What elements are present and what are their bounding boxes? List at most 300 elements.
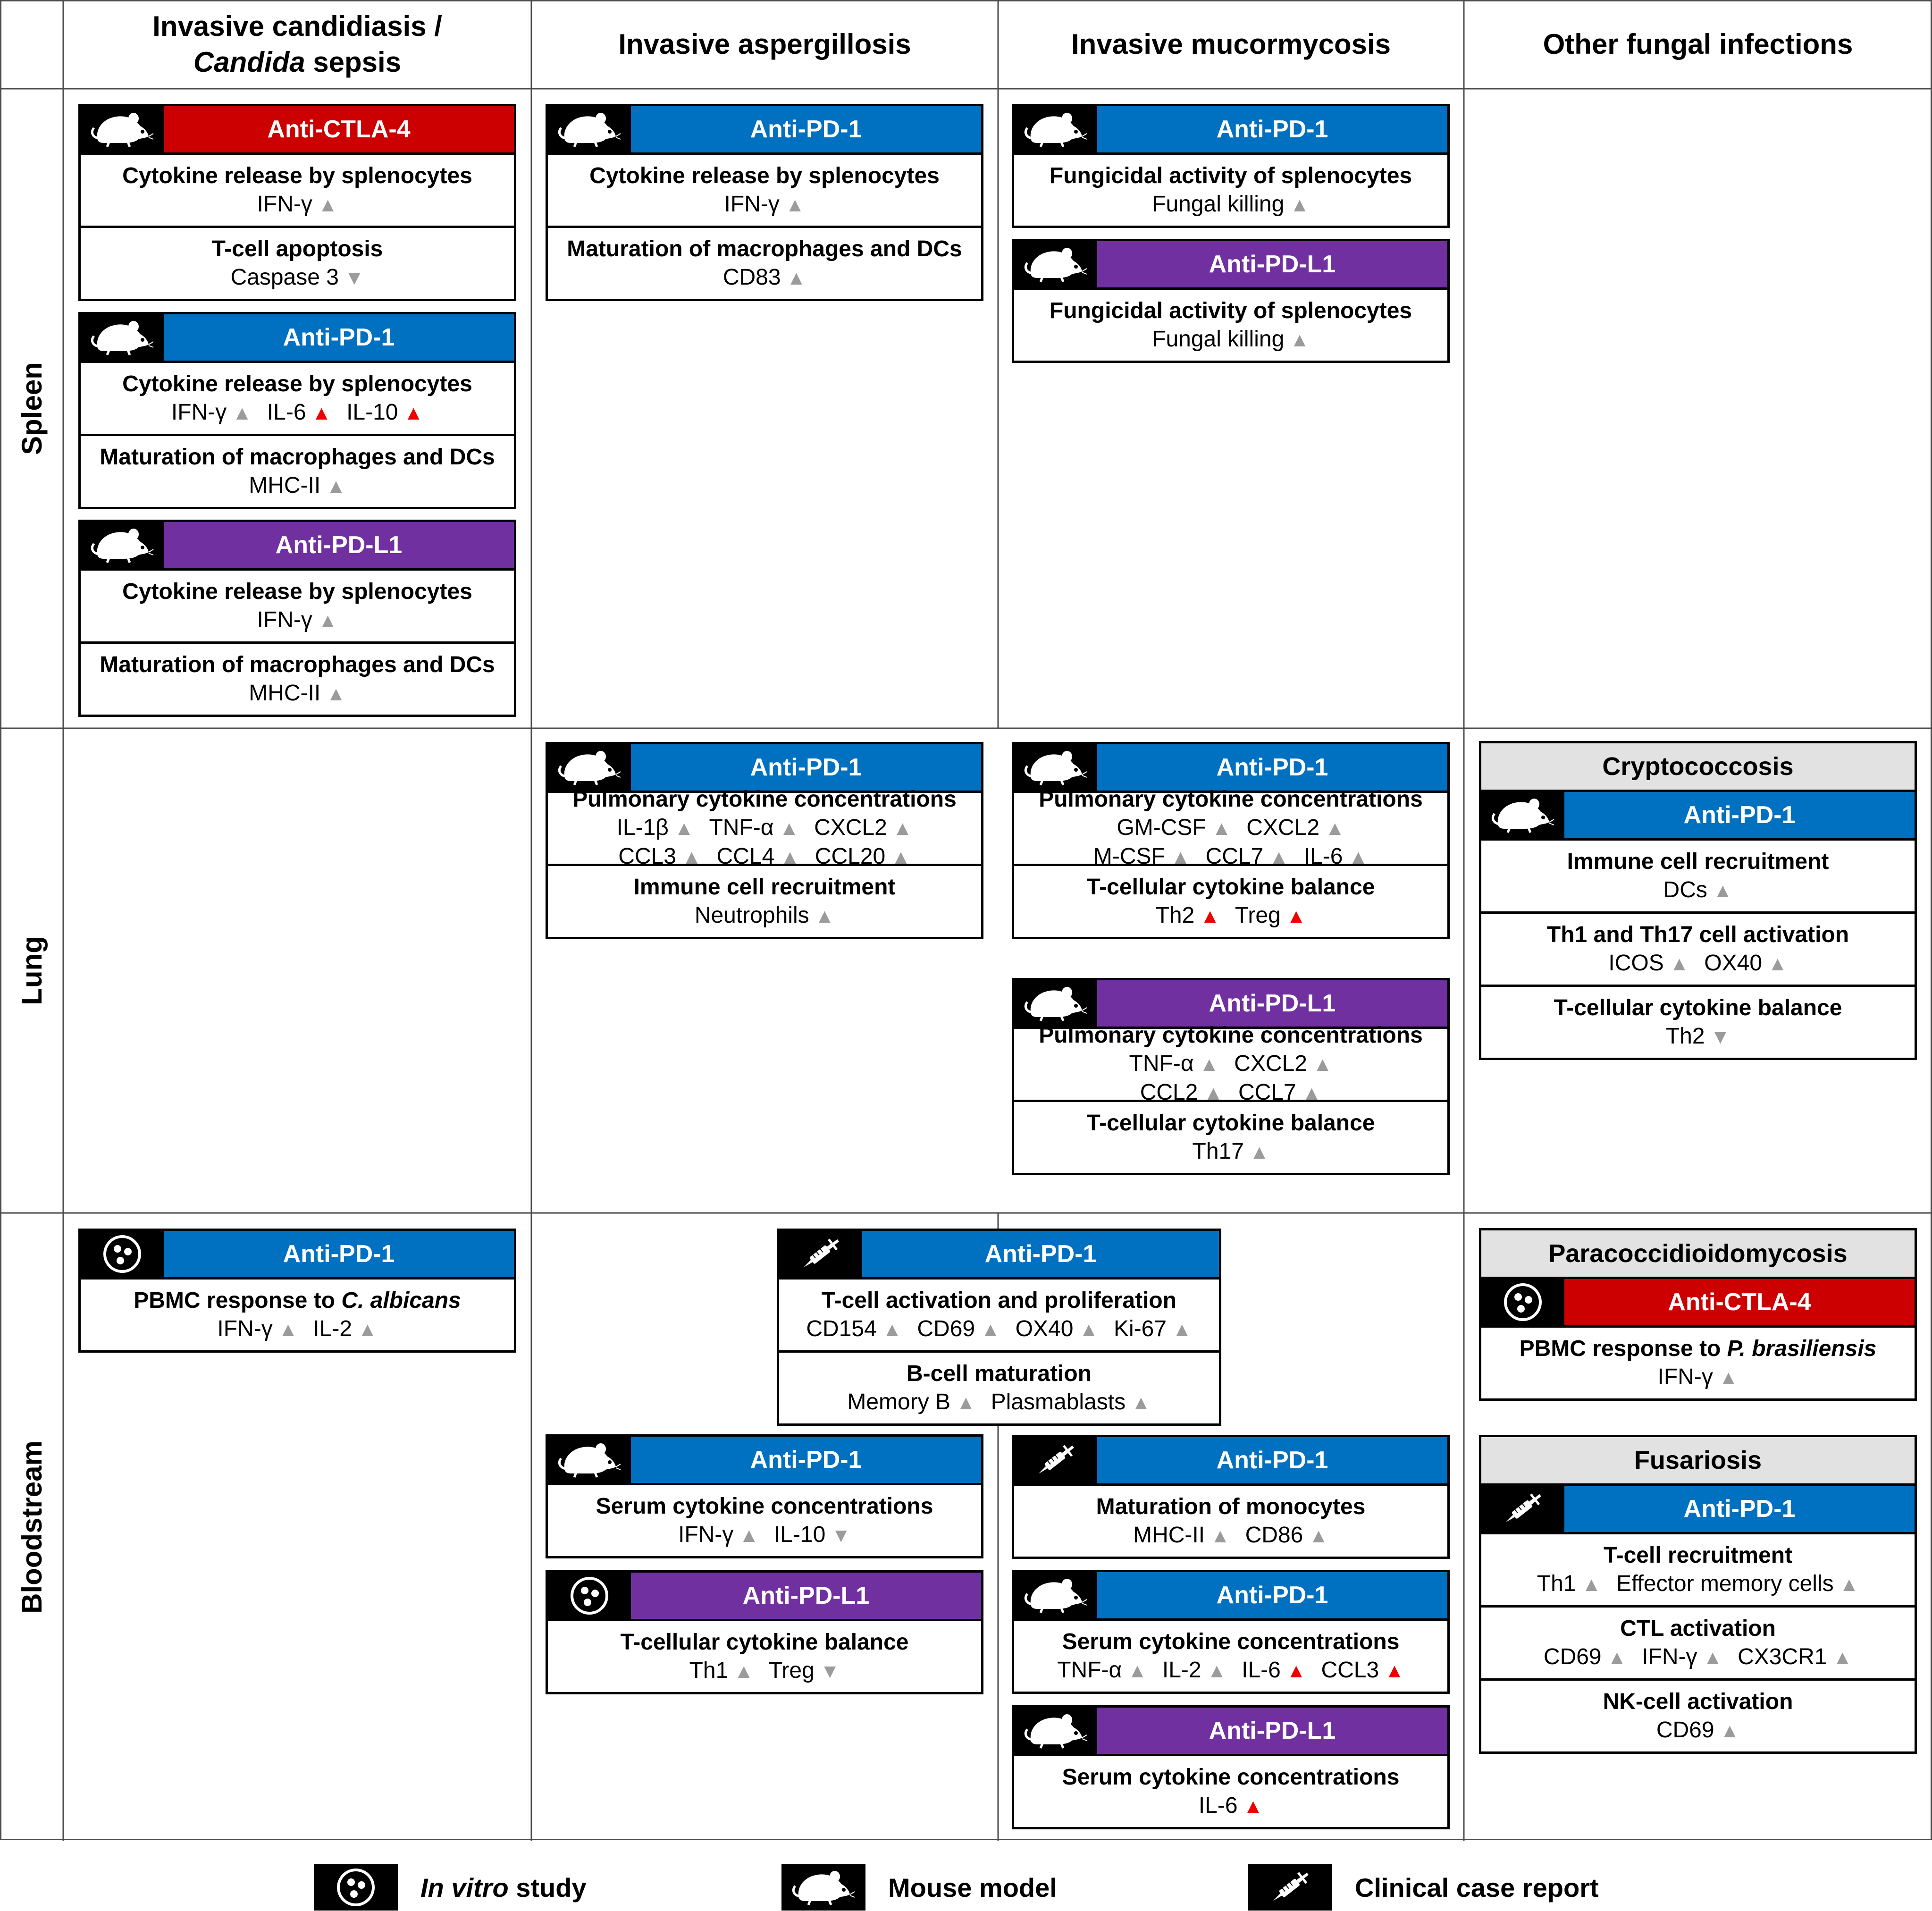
arrow-up-icon: ▲ [779, 817, 799, 839]
arrow-up-icon: ▲ [1207, 1659, 1227, 1682]
marker-label: IFN-γ [217, 1316, 273, 1341]
section-title [1062, 1763, 1400, 1792]
drug-label: Anti-PD-L1 [1097, 241, 1447, 287]
section-title-text: Cytokine release by splenocytes [122, 579, 472, 604]
marker [1156, 901, 1220, 930]
marker [814, 814, 912, 842]
section-title [1547, 921, 1849, 949]
row-label-bloodstream: Bloodstream [16, 1440, 48, 1614]
section-title-species: P. brasiliensis [1727, 1336, 1877, 1361]
card-section [1481, 1328, 1915, 1398]
marker-label: TNF-α [1057, 1657, 1122, 1683]
marker-label: Plasmablasts [991, 1389, 1126, 1414]
mouse-icon [548, 106, 631, 152]
legend-clinical-label: Clinical case report [1355, 1872, 1599, 1903]
section-title [1603, 1688, 1793, 1716]
drug-label: Anti-PD-1 [631, 744, 981, 791]
marker-row [840, 1388, 1158, 1417]
card-section [779, 1280, 1219, 1350]
marker-label: CCL20 [815, 844, 886, 869]
arrow-up-icon: ▲ [882, 1318, 902, 1340]
arrow-down-icon: ▼ [344, 266, 364, 289]
card-header [1481, 1279, 1915, 1328]
marker-label: ICOS [1608, 950, 1664, 976]
marker [217, 1315, 298, 1344]
section-title [1620, 1615, 1776, 1643]
marker [917, 1315, 1000, 1344]
marker-row [1601, 949, 1795, 978]
card-section [548, 1485, 981, 1556]
marker-row [1650, 1363, 1746, 1392]
card-section [81, 641, 514, 715]
arrow-down-icon: ▼ [831, 1524, 851, 1546]
marker [1199, 1792, 1263, 1820]
arrow-up-icon: ▲ [1385, 1659, 1404, 1682]
card-section [1481, 841, 1915, 911]
arrow-up-icon: ▲ [734, 1659, 754, 1682]
drug-label: Anti-PD-1 [164, 1231, 514, 1277]
marker-label: CCL7 [1238, 1080, 1296, 1105]
column-header-candidiasis-sepsis: sepsis [305, 46, 402, 78]
arrow-up-icon: ▲ [786, 266, 806, 289]
card-section [1014, 155, 1447, 226]
card-header [1014, 1708, 1447, 1756]
marker-row [210, 1315, 385, 1344]
arrow-up-icon: ▲ [1199, 1053, 1219, 1075]
section-title [1050, 162, 1412, 190]
card-section [548, 1621, 981, 1692]
marker-label: Fungal killing [1152, 326, 1285, 352]
marker-label: TNF-α [709, 815, 774, 840]
arrow-up-icon: ▲ [311, 401, 332, 424]
card-bloodstream-aspergillosis-anti-pd1 [546, 1434, 983, 1558]
section-title [122, 370, 472, 398]
card-header [1014, 241, 1447, 290]
marker [1321, 1656, 1404, 1685]
marker [1133, 1521, 1230, 1550]
card-section [548, 787, 981, 869]
syringe-icon [1248, 1864, 1332, 1911]
arrow-up-icon: ▲ [681, 846, 702, 868]
marker-label: CCL4 [716, 844, 775, 869]
arrow-up-icon: ▲ [318, 609, 338, 631]
section-title-text: Immune cell recruitment [633, 874, 896, 900]
arrow-up-icon: ▲ [892, 817, 913, 839]
marker [709, 814, 799, 842]
section-title [621, 1628, 909, 1657]
marker-row [717, 190, 813, 219]
marker [1234, 1050, 1332, 1078]
column-header-candidiasis [63, 0, 531, 89]
mouse-icon [1014, 106, 1097, 152]
marker-row [223, 263, 371, 292]
drug-label: Anti-CTLA-4 [164, 106, 514, 152]
arrow-up-icon: ▲ [326, 474, 346, 497]
marker-row [1050, 1656, 1412, 1685]
marker [346, 398, 423, 427]
card-section [81, 1280, 514, 1350]
marker [1129, 1050, 1219, 1078]
arrow-up-icon: ▲ [1243, 1794, 1263, 1817]
section-title-text: T-cellular cytokine balance [620, 1629, 909, 1655]
marker [806, 1315, 902, 1344]
marker [171, 398, 252, 427]
section-title-text: NK-cell activation [1603, 1689, 1793, 1714]
marker [847, 1388, 975, 1417]
marker [1193, 1137, 1269, 1166]
marker-row [609, 814, 920, 842]
mouse-icon [1481, 792, 1564, 838]
arrow-up-icon: ▲ [1309, 1524, 1328, 1547]
section-title-text: T-cellular cytokine balance [1086, 874, 1375, 900]
marker [1152, 190, 1310, 219]
marker-label: OX40 [1704, 950, 1763, 976]
section-title [1554, 994, 1842, 1022]
marker [1642, 1643, 1722, 1672]
section-title [907, 1360, 1092, 1388]
marker-label: CD69 [1543, 1644, 1602, 1669]
arrow-up-icon: ▲ [1203, 1082, 1223, 1104]
marker [1304, 842, 1368, 871]
section-title [1096, 1493, 1366, 1521]
arrow-up-icon: ▲ [1312, 1053, 1333, 1075]
card-header [548, 106, 981, 155]
marker-label: M-CSF [1093, 844, 1165, 869]
marker-label: CXCL2 [814, 815, 887, 840]
arrow-up-icon: ▲ [1290, 193, 1310, 216]
card-section [1014, 1023, 1447, 1105]
column-header-other: Other fungal infections [1543, 28, 1853, 60]
section-title-text: T-cellular cytokine balance [1554, 995, 1842, 1020]
marker-label: Treg [768, 1658, 815, 1683]
section-title [634, 873, 896, 901]
marker-label: IFN-γ [257, 191, 312, 217]
section-title-text: Pulmonary cytokine concentrations [1039, 1023, 1423, 1048]
cells-icon [548, 1573, 631, 1619]
mouse-icon [1014, 241, 1097, 287]
marker-label: IFN-γ [1642, 1644, 1697, 1669]
drug-label: Anti-PD-1 [1097, 106, 1447, 152]
arrow-up-icon: ▲ [1286, 1659, 1306, 1682]
arrow-up-icon: ▲ [1127, 1659, 1147, 1682]
section-title-text: Immune cell recruitment [1567, 849, 1829, 874]
section-title-text: Maturation of macrophages and DCs [567, 236, 962, 261]
card-section [81, 226, 514, 299]
cells-icon [81, 1231, 164, 1277]
card-bloodstream-paracoccidioidomycosis-anti-ctla4 [1479, 1228, 1917, 1401]
legend-mouse-model [781, 1864, 1057, 1911]
marker [1152, 325, 1310, 354]
marker-label: Treg [1235, 902, 1281, 928]
card-section [1014, 1486, 1447, 1557]
drug-label: Anti-PD-L1 [1097, 1708, 1447, 1754]
row-label-lung: Lung [16, 936, 48, 1005]
column-header-candidiasis-genus: Candida [193, 46, 305, 78]
marker [724, 190, 805, 219]
drug-label: Anti-PD-1 [631, 1437, 981, 1483]
section-title [596, 1492, 933, 1521]
section-title [1087, 1109, 1375, 1137]
marker [1117, 814, 1231, 842]
marker-row [1191, 1792, 1270, 1820]
marker-label: IL-6 [267, 399, 306, 425]
marker [1544, 1643, 1627, 1672]
section-title-text: PBMC response to [134, 1288, 342, 1313]
marker-label: CD69 [917, 1316, 975, 1341]
card-bloodstream-clinical-anti-pd1 [777, 1229, 1221, 1426]
marker-label: IL-10 [346, 399, 398, 425]
section-title-text: Maturation of macrophages and DCs [100, 444, 495, 470]
section-title [589, 162, 940, 190]
arrow-down-icon: ▼ [1710, 1025, 1730, 1048]
marker-row [1148, 901, 1314, 930]
syringe-icon [779, 1231, 862, 1277]
marker [1016, 1315, 1099, 1344]
marker-row [164, 398, 431, 427]
drug-label: Anti-PD-1 [631, 106, 981, 152]
arrow-up-icon: ▲ [981, 1318, 1000, 1340]
marker-label: CD154 [806, 1316, 877, 1341]
card-section [81, 363, 514, 434]
legend-clinical-case [1248, 1864, 1599, 1911]
marker-label: CXCL2 [1246, 815, 1320, 840]
section-title [100, 443, 495, 471]
legend-mouse-label: Mouse model [888, 1872, 1057, 1903]
mouse-icon [1014, 980, 1097, 1027]
arrow-up-icon: ▲ [1325, 817, 1345, 839]
marker-label: Fungal killing [1152, 191, 1285, 217]
marker [257, 190, 338, 219]
card-lung-mucormycosis-anti-pdl1 [1012, 978, 1450, 1175]
card-header [1014, 1572, 1447, 1621]
section-title-text: Maturation of monocytes [1096, 1494, 1366, 1519]
marker [249, 679, 346, 708]
arrow-up-icon: ▲ [232, 401, 252, 424]
section-title-text: Pulmonary cytokine concentrations [572, 787, 957, 812]
marker-row [241, 679, 353, 708]
marker [1658, 1363, 1739, 1392]
marker-label: IFN-γ [724, 191, 780, 217]
marker-row [1133, 1078, 1329, 1107]
marker [267, 398, 331, 427]
marker-label: CCL3 [618, 844, 676, 869]
card-header [81, 106, 514, 155]
arrow-up-icon: ▲ [278, 1318, 298, 1340]
card-spleen-candidiasis-anti-pdl1 [78, 520, 516, 717]
arrow-up-icon: ▲ [1768, 952, 1788, 975]
card-section [1014, 864, 1447, 937]
arrow-up-icon: ▲ [1286, 904, 1306, 927]
card-header [548, 1573, 981, 1621]
card-section [548, 226, 981, 299]
marker [249, 471, 346, 500]
arrow-up-icon: ▲ [1703, 1646, 1723, 1668]
section-title-text: Th1 and Th17 cell activation [1546, 922, 1849, 947]
arrow-up-icon: ▲ [674, 817, 694, 839]
arrow-up-icon: ▲ [403, 401, 424, 424]
disease-header: Fusariosis [1481, 1437, 1915, 1486]
marker-label: IFN-γ [678, 1522, 734, 1547]
marker-label: IL-6 [1198, 1793, 1238, 1818]
section-title [567, 235, 962, 263]
section-title [1062, 1628, 1400, 1656]
card-section [81, 434, 514, 507]
mouse-icon [81, 522, 164, 568]
marker [617, 814, 694, 842]
card-section [1481, 911, 1915, 985]
card-section [1481, 1678, 1915, 1751]
marker-row [671, 1521, 858, 1549]
marker-label: DCs [1663, 877, 1707, 902]
marker-label: Caspase 3 [230, 264, 339, 290]
card-section [1014, 290, 1447, 361]
marker [1616, 1570, 1859, 1599]
card-section [1014, 787, 1447, 869]
marker [695, 901, 834, 930]
legend-in-vitro [314, 1864, 587, 1911]
section-title [1039, 785, 1423, 814]
section-title-text: Serum cytokine concentrations [1062, 1764, 1400, 1790]
marker-label: Th1 [689, 1658, 729, 1683]
marker [1663, 876, 1733, 905]
card-spleen-mucormycosis-anti-pd1 [1012, 104, 1450, 228]
section-title-text: T-cell recruitment [1603, 1542, 1793, 1568]
marker-row [1536, 1643, 1860, 1672]
syringe-icon [1481, 1486, 1564, 1532]
arrow-up-icon: ▲ [780, 846, 800, 868]
section-title-text: Serum cytokine concentrations [596, 1493, 933, 1519]
arrow-up-icon: ▲ [1720, 1719, 1740, 1742]
marker-label: IL-10 [773, 1522, 826, 1547]
arrow-up-icon: ▲ [1839, 1573, 1859, 1595]
section-title-text: T-cellular cytokine balance [1086, 1110, 1375, 1136]
section-title-text: Maturation of macrophages and DCs [100, 652, 495, 677]
section-title [1087, 873, 1375, 901]
marker [1537, 1570, 1601, 1599]
arrow-down-icon: ▼ [820, 1659, 840, 1682]
drug-label: Anti-CTLA-4 [1564, 1279, 1915, 1325]
drug-label: Anti-PD-1 [1097, 1572, 1447, 1618]
marker-label: MHC-II [249, 472, 321, 498]
section-title-text: Cytokine release by splenocytes [122, 371, 472, 396]
cells-icon [1481, 1279, 1564, 1325]
card-header [81, 522, 514, 571]
section-title [1567, 848, 1829, 876]
section-title [1050, 297, 1412, 325]
card-section [1481, 1534, 1915, 1605]
card-header [1481, 792, 1915, 841]
card-bloodstream-mucormycosis-anti-pdl1 [1012, 1705, 1450, 1829]
arrow-up-icon: ▲ [1669, 952, 1689, 975]
marker [1205, 842, 1288, 871]
marker-row [611, 842, 918, 871]
column-header-mucormycosis: Invasive mucormycosis [1071, 28, 1391, 60]
marker [1656, 1716, 1739, 1745]
marker-label: Th2 [1155, 902, 1195, 928]
marker-label: CXCL2 [1234, 1051, 1307, 1076]
arrow-up-icon: ▲ [1581, 1573, 1602, 1595]
card-section [1481, 1605, 1915, 1678]
mouse-icon [548, 744, 631, 791]
section-title [572, 785, 957, 814]
marker-label: Memory B [847, 1389, 951, 1414]
card-bloodstream-mucormycosis-mouse-anti-pd1 [1012, 1570, 1450, 1694]
marker-row [250, 606, 345, 635]
marker [689, 1657, 754, 1685]
drug-label: Anti-PD-1 [862, 1231, 1219, 1277]
arrow-up-icon: ▲ [1290, 328, 1310, 351]
section-title-text: T-cell apoptosis [211, 236, 383, 261]
marker-label: CX3CR1 [1738, 1644, 1827, 1669]
card-lung-aspergillosis-anti-pd1 [546, 742, 983, 939]
drug-label: Anti-PD-L1 [164, 522, 514, 568]
marker-row [1126, 1521, 1336, 1550]
card-header [81, 314, 514, 363]
arrow-up-icon: ▲ [1172, 1318, 1192, 1340]
marker-row [1086, 842, 1376, 871]
card-header [779, 1231, 1219, 1280]
card-header [1014, 1437, 1447, 1486]
mouse-icon [1014, 1572, 1097, 1618]
column-header-aspergillosis: Invasive aspergillosis [618, 28, 911, 60]
section-title-text: Cytokine release by splenocytes [589, 163, 940, 188]
section-title [134, 1287, 461, 1315]
marker [313, 1315, 377, 1344]
card-spleen-mucormycosis-anti-pdl1 [1012, 239, 1450, 363]
card-section [548, 155, 981, 226]
marker-row [250, 190, 345, 219]
section-title-text: PBMC response to [1519, 1336, 1727, 1361]
section-title-text: T-cell activation and proliferation [821, 1288, 1177, 1313]
card-bloodstream-aspergillosis-anti-pdl1 [546, 1570, 983, 1694]
section-title-species: C. albicans [341, 1288, 461, 1313]
marker-label: Effector memory cells [1616, 1571, 1834, 1596]
arrow-up-icon: ▲ [739, 1524, 759, 1546]
marker-label: IL-6 [1303, 844, 1343, 869]
syringe-icon [1014, 1437, 1097, 1483]
marker [723, 263, 806, 292]
mouse-icon [1014, 744, 1097, 791]
disease-header: Cryptococcosis [1481, 743, 1915, 792]
arrow-up-icon: ▲ [785, 193, 805, 216]
section-title [1520, 1335, 1877, 1363]
marker-label: Th1 [1537, 1571, 1576, 1596]
section-title-text: CTL activation [1620, 1616, 1776, 1641]
card-section [548, 864, 981, 937]
section-title-text: Fungicidal activity of splenocytes [1049, 298, 1412, 323]
arrow-up-icon: ▲ [1713, 879, 1733, 901]
marker [1242, 1656, 1306, 1685]
card-section [1014, 1621, 1447, 1692]
section-title [1604, 1541, 1792, 1570]
marker [1666, 1022, 1730, 1051]
section-title-text: B-cell maturation [906, 1361, 1092, 1386]
marker [1114, 1315, 1192, 1344]
card-lung-cryptococcosis-anti-pd1 [1479, 741, 1917, 1060]
marker-row [1185, 1137, 1277, 1166]
arrow-up-icon: ▲ [1718, 1366, 1739, 1389]
section-title [1039, 1021, 1423, 1050]
marker [717, 842, 800, 871]
card-section [779, 1350, 1219, 1423]
card-header [1481, 1486, 1915, 1534]
section-title [122, 578, 472, 606]
arrow-up-icon: ▲ [358, 1318, 378, 1340]
marker-label: IL-1β [616, 815, 669, 840]
marker [1238, 1078, 1321, 1107]
drug-label: Anti-PD-L1 [631, 1573, 981, 1619]
marker [1093, 842, 1191, 871]
